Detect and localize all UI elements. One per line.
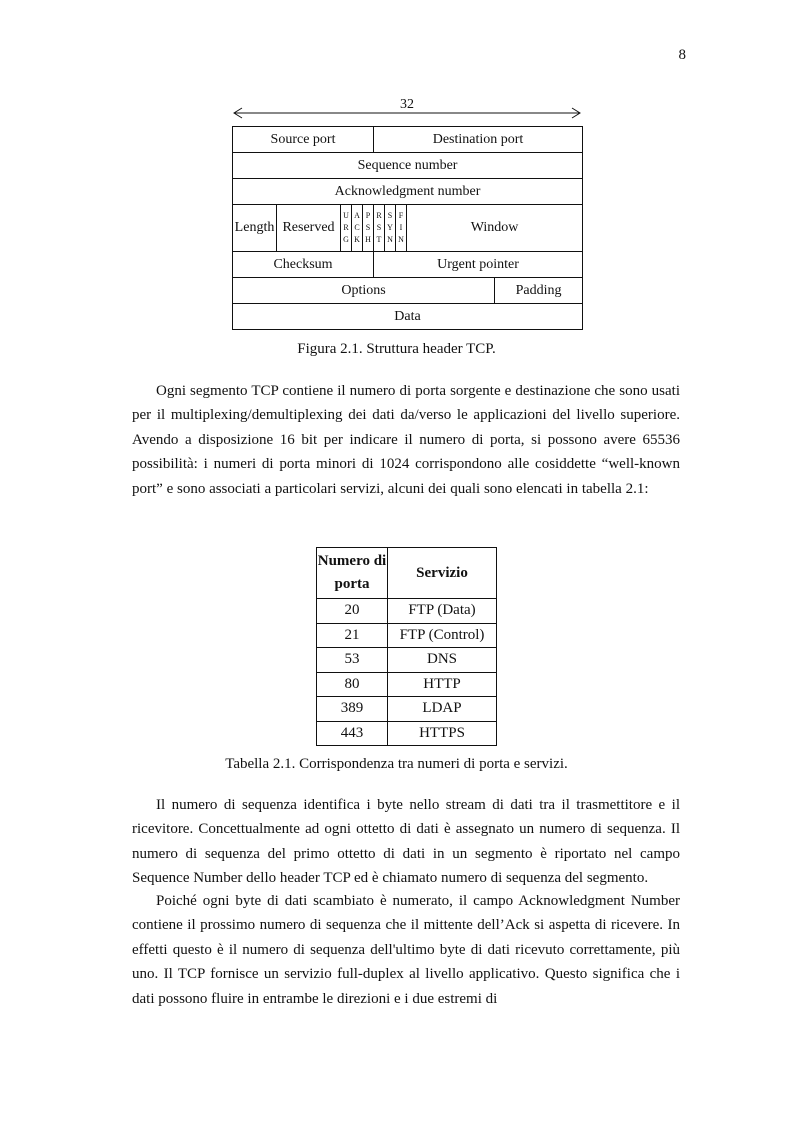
table-header-service: Servizio xyxy=(388,548,497,599)
page-number: 8 xyxy=(678,47,686,63)
figure-caption: Figura 2.1. Struttura header TCP. xyxy=(297,341,496,357)
flag-rst: R S T xyxy=(374,205,385,252)
flag-psh: P S H xyxy=(363,205,374,252)
port-services-table xyxy=(316,547,497,746)
table-row xyxy=(317,721,497,746)
table-row xyxy=(317,648,497,673)
service-cell: FTP (Control) xyxy=(388,623,497,648)
service-cell: HTTP xyxy=(388,672,497,697)
table-caption: Tabella 2.1. Corrispondenza tra numeri di porta e servizi. xyxy=(225,756,568,772)
field-padding: Padding xyxy=(495,278,583,304)
flag-ack: A C K xyxy=(352,205,363,252)
field-source-port: Source port xyxy=(233,127,374,153)
field-data: Data xyxy=(233,304,583,330)
port-cell: 389 xyxy=(317,697,388,722)
table-row xyxy=(317,672,497,697)
port-cell: 80 xyxy=(317,672,388,697)
service-cell: DNS xyxy=(388,648,497,673)
table-row xyxy=(317,599,497,624)
bit-width-label: 32 xyxy=(400,97,414,112)
paragraph: Ogni segmento TCP contiene il numero di porta sorgente e destinazione che sono usati per il multiplexing/demultiplexing dei dati da/verso le applicazioni del livello superiore. Avendo a disposizione 16 bit per indicare il numero di porta, si possono avere 65536 possibilità: i numeri di porta minori di 1024 corrispondono alle cosiddette “well-known port” e sono associati a particolari servizi, alcuni dei quali sono elencati in tabella 2.1: xyxy=(132,383,680,497)
service-cell: LDAP xyxy=(388,697,497,722)
flag-fin: F I N xyxy=(396,205,407,252)
field-acknowledgment-number: Acknowledgment number xyxy=(233,179,583,205)
field-options: Options xyxy=(233,278,495,304)
service-cell: HTTPS xyxy=(388,721,497,746)
flag-urg: U R G xyxy=(341,205,352,252)
field-destination-port: Destination port xyxy=(374,127,583,153)
service-cell: FTP (Data) xyxy=(388,599,497,624)
port-cell: 53 xyxy=(317,648,388,673)
port-cell: 20 xyxy=(317,599,388,624)
bit-width-indicator xyxy=(232,97,582,123)
field-urgent-pointer: Urgent pointer xyxy=(374,252,583,278)
field-checksum: Checksum xyxy=(233,252,374,278)
tcp-header-diagram xyxy=(232,126,583,330)
double-arrow-icon xyxy=(232,107,582,119)
field-window: Window xyxy=(407,205,583,252)
paragraph: Poiché ogni byte di dati scambiato è numerato, il campo Acknowledgment Number contiene il prossimo numero di sequenza che il mittente dell’Ack si aspetta di ricevere. In effetti questo è il numero di sequenza dell'ultimo byte di dati ricevuto correttamente, più uno. Il TCP fornisce un servizio full-duplex al livello applicativo. Questo significa che i dati possono fluire in entrambe le direzioni e i due estremi di xyxy=(132,893,680,1007)
table-header-port: Numero di porta xyxy=(317,548,388,599)
paragraph: Il numero di sequenza identifica i byte nello stream di dati tra il trasmettitore e il ricevitore. Concettualmente ad ogni ottetto di dati è assegnato un numero di sequenza. Il numero di sequenza del primo ottetto di dati in un segmento è riportato nel campo Sequence Number dello header TCP ed è chiamato numero di sequenza del segmento. xyxy=(132,797,680,887)
port-cell: 21 xyxy=(317,623,388,648)
table-row xyxy=(317,697,497,722)
field-sequence-number: Sequence number xyxy=(233,153,583,179)
table-row xyxy=(317,623,497,648)
port-cell: 443 xyxy=(317,721,388,746)
field-length: Length xyxy=(233,205,277,252)
flag-syn: S Y N xyxy=(385,205,396,252)
field-reserved: Reserved xyxy=(277,205,341,252)
